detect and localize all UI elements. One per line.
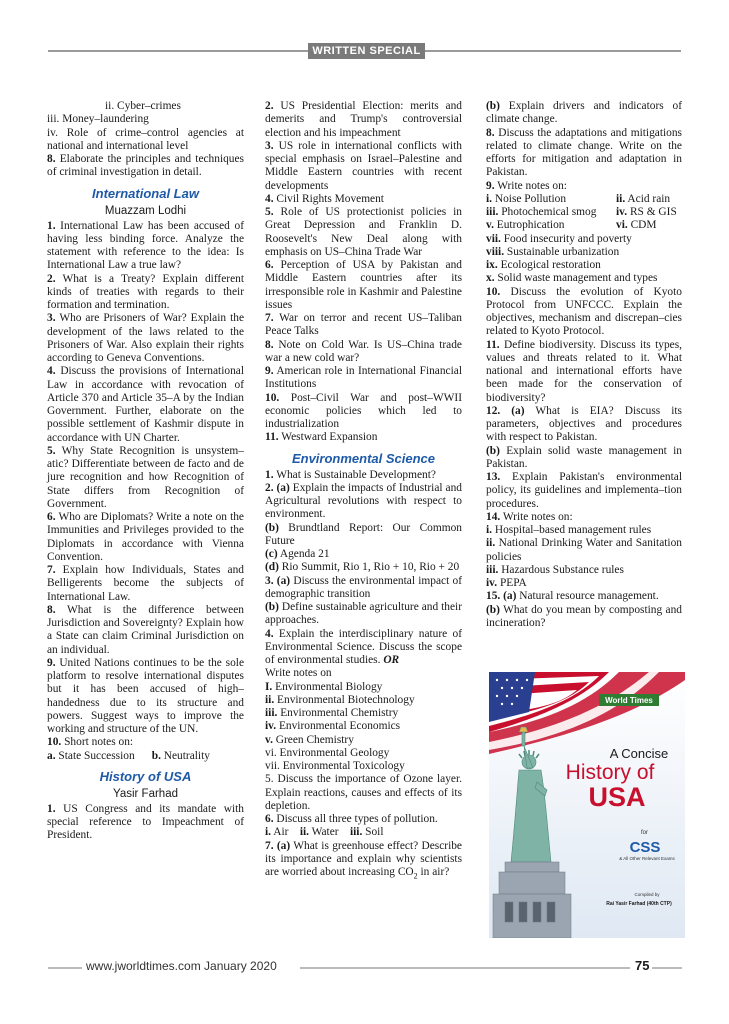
book-cover-art: [489, 672, 685, 938]
question: 5. Role of US protectionist policies in Great Depression and Franklin D. Roosevelt's New Deal along with emphasis on US–China Trade War: [265, 206, 462, 258]
brand-logo: World Times: [605, 696, 653, 705]
question: 4. Civil Rights Movement: [265, 192, 384, 205]
section-author: Muazzam Lodhi: [104, 204, 187, 217]
list-item: iii. Hazardous Substance rules: [486, 563, 624, 576]
list-item: ix. Ecological restoration: [486, 259, 601, 271]
list-item: i. Air ii. Water iii. Soil: [265, 826, 384, 839]
list-item: i. Hospital–based management rules: [486, 524, 652, 536]
question: 12. (a) What is EIA? Discuss its parameters, objectives and procedures with respect to Pakistan.: [486, 404, 682, 444]
question: 10. Post–Civil War and post–WWII economic policies which led to industrialization: [265, 391, 462, 430]
list-item: ii. National Drinking Water and Sanitation policies: [486, 537, 682, 563]
book-cover-image: [489, 672, 685, 938]
column-2: [265, 100, 462, 883]
question: 3. US role in international conflicts with special emphasis on Israel–Palestine and Middle Eastern countries with recent developments: [265, 139, 462, 192]
question: 15. (a) Natural resource management.: [486, 590, 659, 603]
list-item-pair: iii. Photochemical smog iv. RS & GIS: [486, 206, 677, 218]
cover-line-3: USA: [588, 782, 646, 812]
question: 9. American role in International Financial Institutions: [265, 365, 462, 391]
cover-for: for: [641, 830, 649, 836]
question: 3. (a) Discuss the environmental impact of demographic transition: [265, 574, 462, 600]
question: 9. Write notes on:: [486, 179, 567, 192]
footer-rule-right: [652, 967, 682, 969]
question: 3. Who are Prisoners of War? Explain the development of the laws related to the Prisoners of War. Also explain their rights according to Geneva Conventions.: [47, 312, 244, 364]
question: 7. Explain how Individuals, States and Belligerents become the subjects of International Law.: [47, 564, 244, 603]
question: 8. Elaborate the principles and techniques of criminal investigation in detail.: [47, 153, 244, 179]
list-item: Write notes on: [265, 667, 332, 680]
question: 2. What is a Treaty? Explain different kinds of treaties with regards to their formation and termination.: [47, 272, 244, 311]
question: 7. (a) What is greenhouse effect? Describe its importance and explain why scientists are worried about increasing $CO_2$ in air?: [265, 839, 462, 881]
question: (b) Define sustainable agriculture and their approaches.: [265, 601, 462, 627]
question: 2. (a) Explain the impacts of Industrial and Agricultural revolutions with respect to environment.: [265, 481, 462, 521]
question: 8. Note on Cold War. Is US–China trade war a new cold war?: [265, 338, 462, 364]
question: 8. Discuss the adaptations and mitigations related to climate change. Write on the efforts for mitigation and adaptation in Pakistan.: [486, 126, 682, 179]
section-tag: WRITTEN SPECIAL: [308, 43, 425, 59]
question: (b) Brundtland Report: Our Common Future: [265, 521, 462, 547]
cover-line-2: History of: [565, 761, 655, 784]
question: 6. Perception of USA by Pakistan and Middle Eastern countries after its irresponsible role in Kashmir and Palestine issues: [265, 259, 462, 311]
question: 4. Discuss the provisions of International Law in accordance with revocation of Article 370 and Article 35–A by the Indian Government. Further, elaborate on the possible settlement of Kashmir dispute in accordance with UN Charter.: [47, 365, 244, 444]
cover-css: CSS: [629, 839, 661, 856]
pedestal: [493, 862, 571, 938]
short-notes: a. State Succession b. Neutrality: [47, 749, 210, 762]
section-title: International Law: [92, 185, 199, 201]
question: (b) Explain drivers and indicators of climate change.: [486, 100, 682, 126]
cover-compiler: Rai Yasir Farhad (40th CTP): [606, 901, 672, 907]
list-item-pair: i. Noise Pollution ii. Acid rain: [486, 192, 671, 205]
question: 6. Discuss all three types of pollution.: [265, 813, 438, 825]
section-title: History of USA: [99, 768, 192, 784]
question: 5. Why State Recognition is unsystem–atic? Differentiate between de facto and de jure recognition and how Recognition of State differs from Recognition of Government.: [47, 444, 244, 510]
question: 14. Write notes on:: [486, 510, 573, 523]
list-item: iii. Environmental Chemistry: [265, 707, 399, 719]
cover-exams: & All Other Relevant Exams: [619, 856, 675, 861]
footer-rule-middle: [300, 967, 630, 969]
list-item: v. Green Chemistry: [265, 733, 354, 746]
question: (d) Rio Summit, Rio 1, Rio + 10, Rio + 20: [265, 561, 460, 574]
list-item-pair: v. Eutrophication vi. CDM: [486, 219, 657, 232]
question: 4. Explain the interdisciplinary nature of Environmental Science. Discuss the scope of environmental studies. OR: [265, 627, 462, 666]
list-item: iv. PEPA: [486, 577, 527, 589]
footer-site: www.jworldtimes.com January 2020: [82, 959, 281, 973]
question: 1. International Law has been accused of having less binding force. Analyze the statement with reference to the idea: Is International Law a true law?: [47, 219, 244, 272]
page-number: 75: [632, 958, 652, 973]
column-3: [486, 100, 682, 630]
list-item: iii. Money–laundering: [47, 113, 149, 126]
question: 1. What is Sustainable Development?: [265, 468, 436, 481]
list-item: viii. Sustainable urbanization: [486, 245, 620, 258]
question: 1. US Congress and its mandate with special reference to Impeachment of President.: [47, 802, 244, 842]
list-item: ii. Environmental Biotechnology: [265, 693, 415, 706]
question: 5. Discuss the importance of Ozone layer. Explain reactions, causes and effects of its depletion.: [265, 773, 462, 812]
cover-line-1: A Concise: [609, 746, 669, 761]
list-item: vii. Environmental Toxicology: [265, 760, 405, 772]
question: 8. What is the difference between Jurisdiction and Sovereignty? Explain how a State can claim Criminal Jurisdiction on an individual.: [47, 603, 244, 656]
question: 9. United Nations continues to be the sole platform to resolve international disputes but it has been accused of high–handedness due to its structure and powers. Suggest ways to improve the working and structure of the UN.: [47, 656, 244, 735]
list-item: ii. Cyber–crimes: [105, 100, 181, 112]
section-author: Yasir Farhad: [113, 787, 178, 800]
cover-compiled: Compiled by: [634, 892, 660, 897]
question: (b) What do you mean by composting and incineration?: [486, 603, 682, 629]
list-item: I. Environmental Biology: [265, 680, 383, 693]
question: (b) Explain solid waste management in Pakistan.: [486, 444, 682, 470]
question: 10. Discuss the evolution of Kyoto Protocol from UNFCCC. Explain the objectives, mechanism and discrepan–cies related to Kyoto Protocol.: [486, 285, 682, 338]
question: 6. Who are Diplomats? Write a note on the Immunities and Privileges provided to the Diplomats in accordance with Vienna Convention.: [47, 511, 244, 563]
question: 2. US Presidential Election: merits and demerits and Trump's controversial election and his impeachment: [265, 100, 462, 139]
column-1: [47, 100, 244, 843]
list-item: iv. Environmental Economics: [265, 720, 401, 733]
list-item: iv. Role of crime–control agencies at national and international level: [47, 126, 244, 152]
list-item: vi. Environmental Geology: [265, 746, 390, 759]
question: 13. Explain Pakistan's environmental policy, its guidelines and implementa–tion procedures.: [486, 471, 682, 510]
list-item: x. Solid waste management and types: [486, 272, 658, 285]
list-item: vii. Food insecurity and poverty: [486, 232, 632, 245]
question: 11. Define biodiversity. Discuss its types, values and threats related to it. What national and international efforts have been made for the conservation of biodiversity?: [486, 338, 682, 404]
question: (c) Agenda 21: [265, 548, 330, 560]
section-title: Environmental Science: [291, 450, 436, 466]
question: 7. War on terror and recent US–Taliban Peace Talks: [265, 312, 462, 338]
question: 11. Westward Expansion: [265, 431, 378, 444]
question: 10. Short notes on:: [47, 736, 134, 749]
